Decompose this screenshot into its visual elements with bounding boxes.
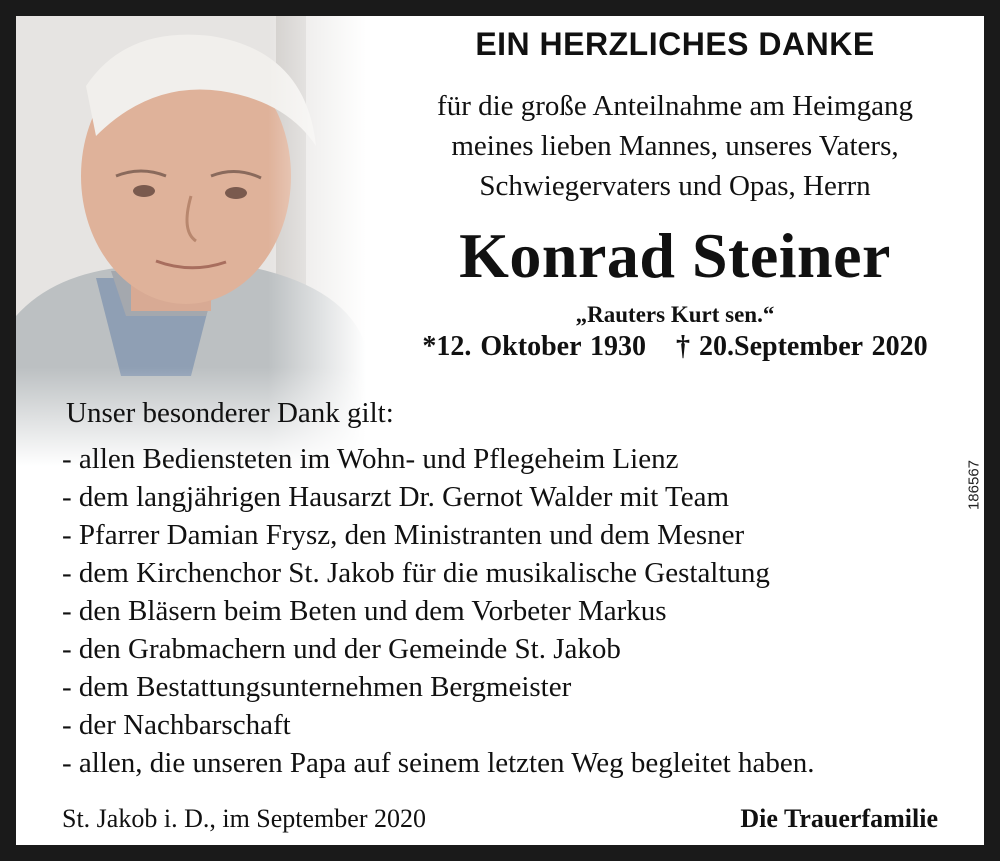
birth-date: *12. Oktober 1930: [422, 331, 647, 362]
intro-text: [366, 86, 984, 206]
obituary-card: [16, 16, 984, 845]
nickname: „Rauters Kurt sen.“: [575, 302, 775, 327]
list-item: - dem Bestattungsunternehmen Bergmeister: [62, 668, 814, 706]
intro-line: für die große Anteilnahme am Heimgang: [437, 90, 913, 122]
life-dates: [366, 331, 984, 363]
intro-line: Schwiegervaters und Opas, Herrn: [479, 170, 871, 202]
list-item: - dem Kirchenchor St. Jakob für die musikalische Gestaltung: [62, 554, 814, 592]
deceased-name: Konrad Steiner: [459, 220, 891, 291]
death-date: † 20.September 2020: [676, 331, 928, 362]
list-item: - den Grabmachern und der Gemeinde St. Jakob: [62, 630, 814, 668]
list-item: - den Bläsern beim Beten und dem Vorbeter Markus: [62, 592, 814, 630]
list-item: - allen, die unseren Papa auf seinem letzten Weg begleitet haben.: [62, 744, 814, 782]
list-item: - dem langjährigen Hausarzt Dr. Gernot Walder mit Team: [62, 478, 814, 516]
thanks-list: [62, 440, 814, 782]
reference-number: 186567: [965, 459, 983, 511]
intro-line: meines lieben Mannes, unseres Vaters,: [451, 130, 899, 162]
list-item: - der Nachbarschaft: [62, 706, 814, 744]
heading: EIN HERZLICHES DANKE: [475, 26, 875, 62]
list-item: - allen Bediensteten im Wohn- und Pflegeheim Lienz: [62, 440, 814, 478]
thanks-title: Unser besonderer Dank gilt:: [66, 397, 394, 429]
place-date: St. Jakob i. D., im September 2020: [62, 804, 426, 833]
signature: Die Trauerfamilie: [740, 804, 938, 833]
list-item: - Pfarrer Damian Frysz, den Ministranten und dem Mesner: [62, 516, 814, 554]
